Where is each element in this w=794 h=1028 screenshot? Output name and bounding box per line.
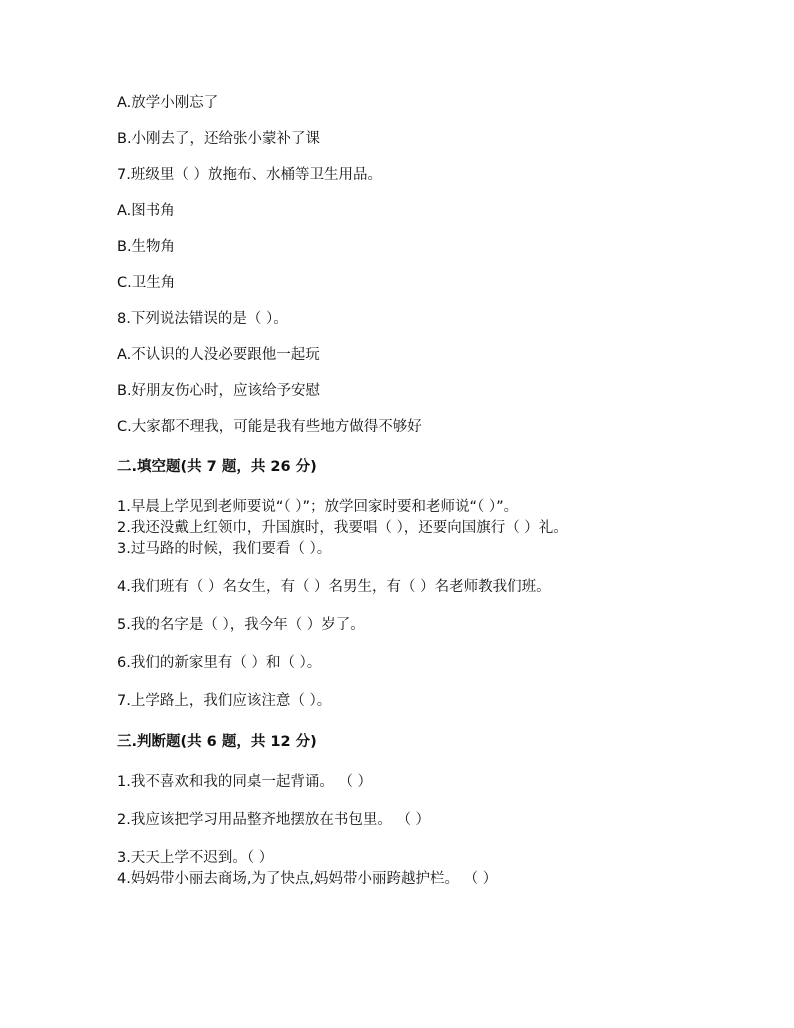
q7-option-a: A.图书角 bbox=[117, 203, 175, 219]
q8-option-a: A.不认识的人没必要跟他一起玩 bbox=[117, 347, 320, 363]
fill-item-2: 2.我还没戴上红领巾，升国旗时，我要唱（ ），还要向国旗行（ ）礼。 bbox=[117, 520, 568, 536]
fill-item-4: 4.我们班有（ ）名女生，有（ ）名男生，有（ ）名老师教我们班。 bbox=[117, 579, 551, 595]
q8-option-c: C.大家都不理我，可能是我有些地方做得不够好 bbox=[117, 419, 422, 435]
q6-option-b: B.小刚去了，还给张小蒙补了课 bbox=[117, 131, 321, 147]
judge-item-1: 1.我不喜欢和我的同桌一起背诵。 （ ） bbox=[117, 774, 373, 790]
fill-item-1: 1.早晨上学见到老师要说“（ ）”；放学回家时要和老师说“（ ）”。 bbox=[117, 499, 519, 515]
section-title-fill-in: 二.填空题(共 7 题，共 26 分) bbox=[117, 459, 317, 475]
q7-option-c: C.卫生角 bbox=[117, 275, 176, 291]
judge-item-4: 4.妈妈带小丽去商场,为了快点,妈妈带小丽跨越护栏。 （ ） bbox=[117, 871, 498, 887]
q8-question: 8.下列说法错误的是（ ）。 bbox=[117, 311, 288, 327]
q7-option-b: B.生物角 bbox=[117, 239, 176, 255]
q8-option-b: B.好朋友伤心时，应该给予安慰 bbox=[117, 383, 321, 399]
fill-item-3: 3.过马路的时候，我们要看（ ）。 bbox=[117, 541, 332, 557]
q7-question: 7.班级里（ ）放拖布、水桶等卫生用品。 bbox=[117, 167, 382, 183]
section-title-true-false: 三.判断题(共 6 题，共 12 分) bbox=[117, 734, 317, 750]
q6-option-a: A.放学小刚忘了 bbox=[117, 95, 219, 111]
fill-item-5: 5.我的名字是（ ），我今年（ ）岁了。 bbox=[117, 617, 365, 633]
fill-item-6: 6.我们的新家里有（ ）和（ ）。 bbox=[117, 655, 322, 671]
fill-item-7: 7.上学路上，我们应该注意（ ）。 bbox=[117, 693, 332, 709]
judge-item-2: 2.我应该把学习用品整齐地摆放在书包里。 （ ） bbox=[117, 812, 431, 828]
judge-item-3: 3.天天上学不迟到。（ ） bbox=[117, 850, 274, 866]
